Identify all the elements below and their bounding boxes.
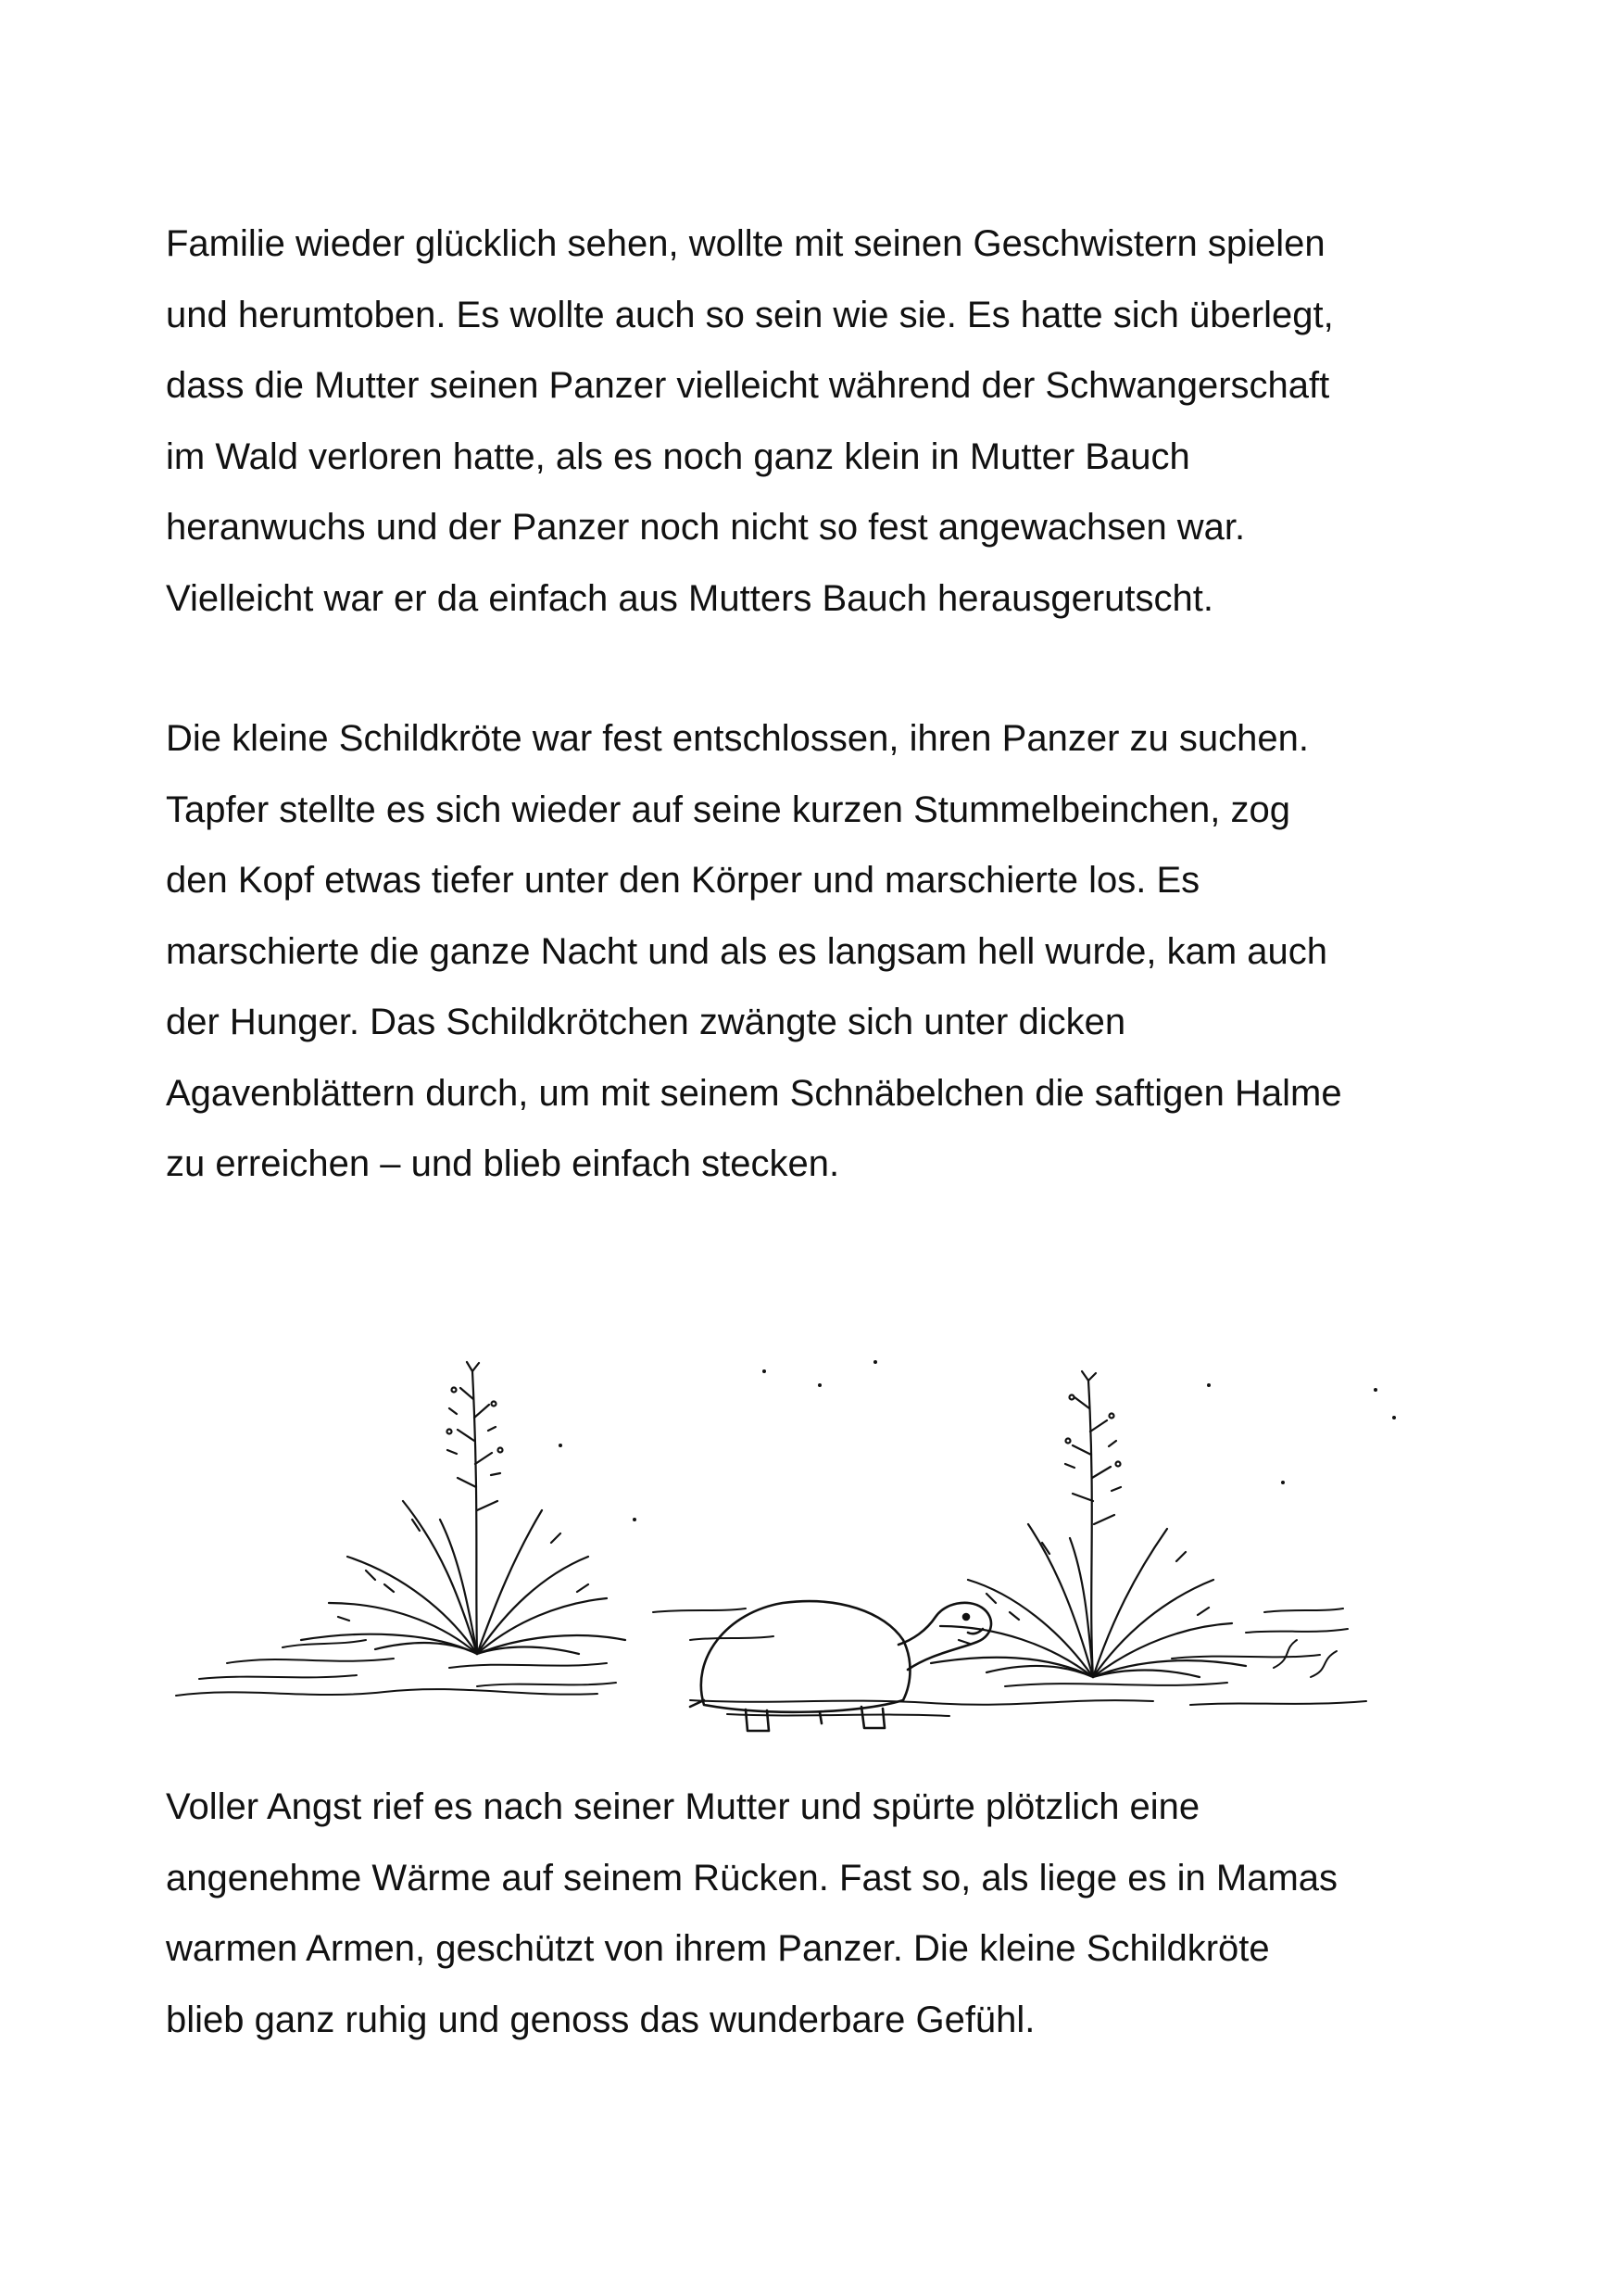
paragraph-3 (166, 1772, 1481, 2055)
text-line: der Hunger. Das Schildkrötchen zwängte sich unter dicken (166, 1002, 1126, 1042)
text-line: Vielleicht war er da einfach aus Mutters Bauch herausgerutscht. (166, 577, 1213, 619)
tortoise-agave-illustration (171, 1334, 1468, 1760)
text-line: und herumtoben. Es wollte auch so sein wie sie. Es hatte sich überlegt, (166, 294, 1334, 335)
text-line: marschierte die ganze Nacht und als es langsam hell wurde, kam auch (166, 930, 1327, 972)
text-line: angenehme Wärme auf seinem Rücken. Fast so, als liege es in Mamas (166, 1857, 1338, 1899)
text-line: Tapfer stellte es sich wieder auf seine kurzen Stummelbeinchen, zog (166, 788, 1290, 830)
text-line: zu erreichen – und blieb einfach stecken. (166, 1143, 840, 1184)
text-line: dass die Mutter seinen Panzer vielleicht während der Schwangerschaft (166, 365, 1330, 406)
ground-specks (559, 1360, 1396, 1521)
text-line: Agavenblättern durch, um mit seinem Schnäbelchen die saftigen Halme (166, 1072, 1342, 1114)
text-line: blieb ganz ruhig und genoss das wunderbare Gefühl. (166, 1999, 1036, 2040)
text-line: den Kopf etwas tiefer unter den Körper und marschierte los. Es (166, 860, 1200, 901)
paragraph-2 (166, 703, 1481, 1200)
text-line: heranwuchs und der Panzer noch nicht so fest angewachsen war. (166, 507, 1246, 548)
text-line: Voller Angst rief es nach seiner Mutter und spürte plötzlich eine (166, 1786, 1200, 1827)
text-line: im Wald verloren hatte, als es noch ganz klein in Mutter Bauch (166, 435, 1190, 477)
text-line: warmen Armen, geschützt von ihrem Panzer. Die kleine Schildkröte (166, 1928, 1270, 1969)
left-agave-plant (301, 1362, 625, 1654)
ground-sketch (176, 1608, 1366, 1716)
text-line: Familie wieder glücklich sehen, wollte mit seinen Geschwistern spielen (166, 223, 1326, 264)
text-line: Die kleine Schildkröte war fest entschlossen, ihren Panzer zu suchen. (166, 718, 1309, 759)
tortoise-drawing (690, 1601, 991, 1731)
paragraph-1 (166, 208, 1481, 634)
